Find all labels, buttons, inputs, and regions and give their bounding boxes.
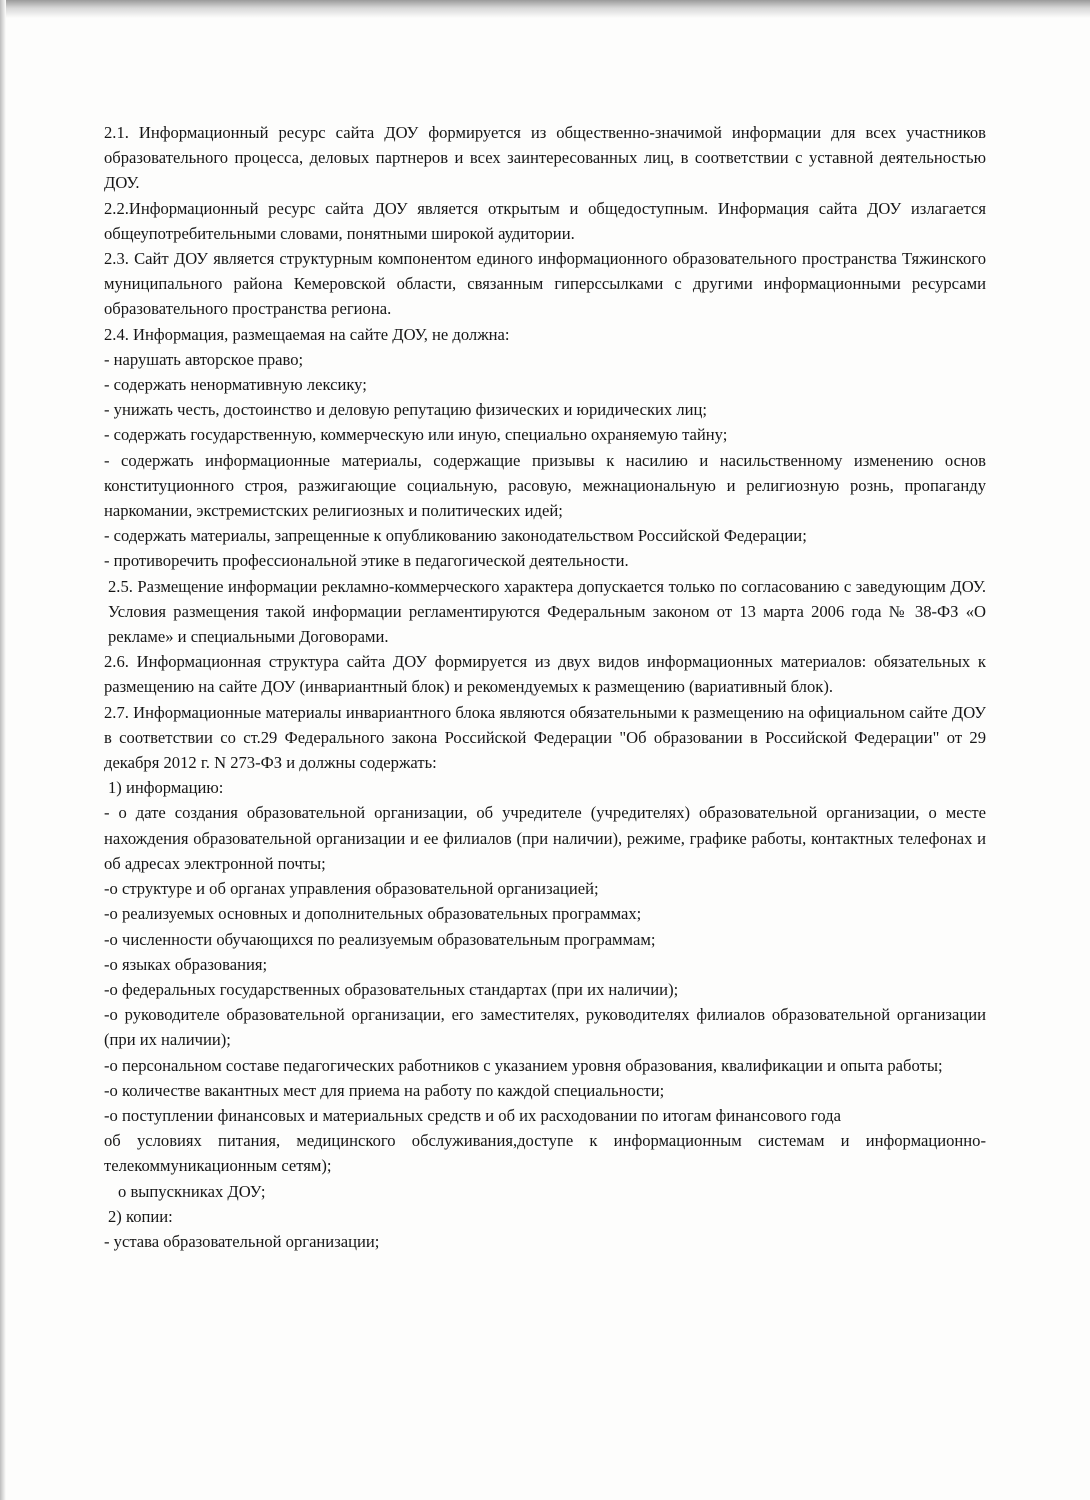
list-item: -о структуре и об органах управления образовательной организацией; xyxy=(104,879,599,899)
paragraph-2-1: 2.1. Информационный ресурс сайта ДОУ формируется из общественно-значимой информации для всех участников образовательного процесса, деловых партнеров и всех заинтересованных лиц, в соответствии с уставной деятельностью ДОУ. xyxy=(104,123,986,193)
paragraph-2-5: 2.5. Размещение информации рекламно-коммерческого характера допускается только по согласованию с заведующим ДОУ. Условия размещения такой информации регламентируются Федеральным законом от 13 марта 2006 года № 38-ФЗ «О рекламе» и специальными Договорами. xyxy=(108,576,986,647)
paragraph-2-3: 2.3. Сайт ДОУ является структурным компонентом единого информационного образовательного пространства Тяжинского муниципального района Кемеровской области, связанным гиперссылками с другими информационными ресурсами образовательного пространства региона. xyxy=(104,249,986,319)
document-body xyxy=(104,120,986,1254)
scan-top-shadow xyxy=(0,0,1090,18)
paragraph-2-6: 2.6. Информационная структура сайта ДОУ формируется из двух видов информационных материалов: обязательных к размещению на сайте ДОУ (инвариантный блок) и рекомендуемых к размещению (вариативный блок). xyxy=(104,652,986,697)
list-item: - унижать честь, достоинство и деловую репутацию физических и юридических лиц; xyxy=(104,400,707,420)
list-heading-information: 1) информацию: xyxy=(108,778,224,798)
list-item: - содержать информационные материалы, содержащие призывы к насилию и насильственному изменению основ конституционного строя, разжигающие социальную, расовую, межнациональную и религиозную рознь, пропаганду наркомании, экстремистских религиозных и политических идей; xyxy=(104,450,986,521)
list-item: -о персональном составе педагогических работников с указанием уровня образования, квалификации и опыта работы; xyxy=(104,1055,943,1075)
list-item: -о количестве вакантных мест для приема на работу по каждой специальности; xyxy=(104,1080,665,1100)
list-item: - содержать материалы, запрещенные к опубликованию законодательством Российской Федерации; xyxy=(104,526,807,546)
list-item: - содержать государственную, коммерческую или иную, специально охраняемую тайну; xyxy=(104,425,728,445)
list-item: -о руководителе образовательной организации, его заместителях, руководителях филиалов образовательной организации (при их наличии); xyxy=(104,1005,986,1050)
list-heading-copies: 2) копии: xyxy=(108,1206,173,1226)
list-item: -о реализуемых основных и дополнительных образовательных программах; xyxy=(104,904,642,924)
list-item: - противоречить профессиональной этике в педагогической деятельности. xyxy=(104,551,629,571)
paragraph-2-2: 2.2.Информационный ресурс сайта ДОУ является открытым и общедоступным. Информация сайта ДОУ излагается общеупотребительными словами, понятными широкой аудитории. xyxy=(104,198,986,243)
list-item: - устава образовательной организации; xyxy=(104,1231,380,1251)
list-item: -о поступлении финансовых и материальных средств и об их расходовании по итогам финансового года xyxy=(104,1105,841,1125)
scan-left-shadow xyxy=(0,0,6,1500)
list-item: - нарушать авторское право; xyxy=(104,349,304,369)
list-item: об условиях питания, медицинского обслуживания,доступе к информационным системам и информационно-телекоммуникационным сетям); xyxy=(104,1131,986,1176)
list-item: -о федеральных государственных образовательных стандартах (при их наличии); xyxy=(104,979,679,999)
list-item: -о численности обучающихся по реализуемым образовательным программам; xyxy=(104,929,656,949)
paragraph-2-4: 2.4. Информация, размещаемая на сайте ДОУ, не должна: xyxy=(104,324,510,344)
list-item: о выпускниках ДОУ; xyxy=(118,1181,266,1201)
paragraph-2-7: 2.7. Информационные материалы инвариантного блока являются обязательными к размещению на официальном сайте ДОУ в соответствии со ст.29 Федерального закона Российской Федерации "Об образовании в Российской Федерации" от 29 декабря 2012 г. N 273-ФЗ и должны содержать: xyxy=(104,702,986,773)
list-item: - о дате создания образовательной организации, об учредителе (учредителях) образовательной организации, о месте нахождения образовательной организации и ее филиалов (при наличии), режиме, графике работы, контактных телефонах и об адресах электронной почты; xyxy=(104,803,986,873)
list-item: - содержать ненормативную лексику; xyxy=(104,375,367,395)
list-item: -о языках образования; xyxy=(104,954,268,974)
